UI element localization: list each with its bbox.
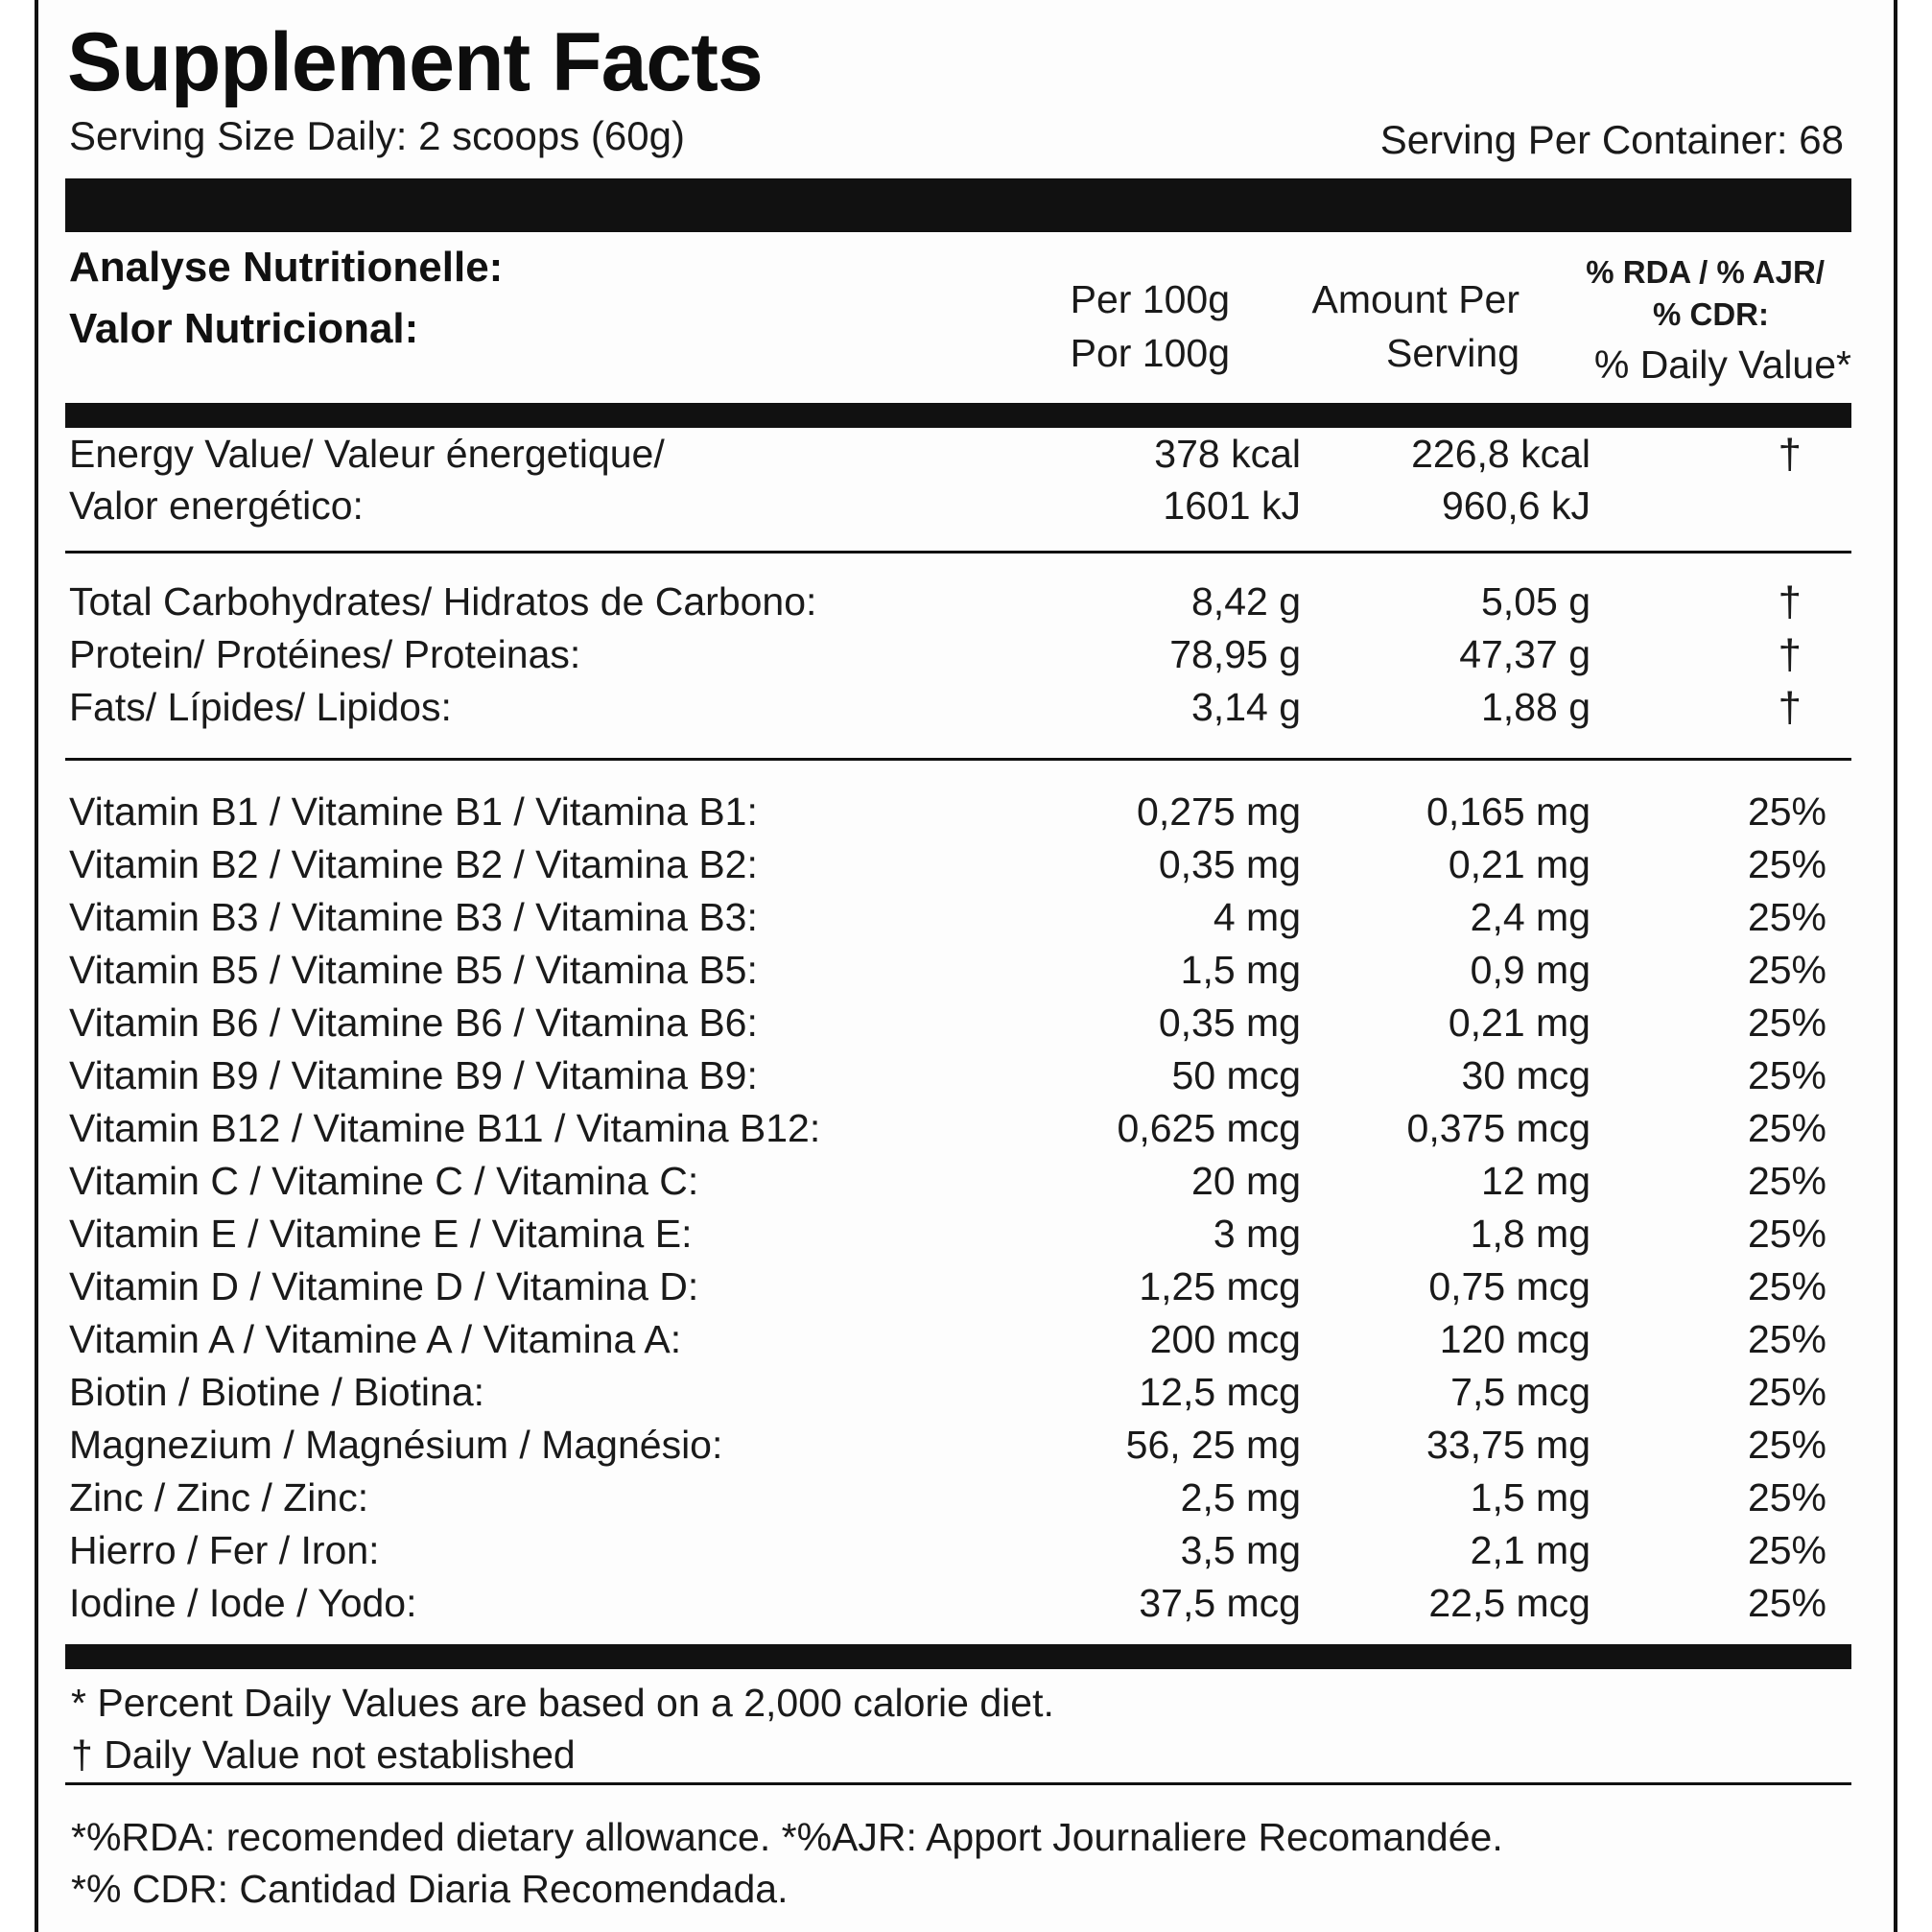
header-serving-line1: Amount Per — [1311, 277, 1520, 321]
header-per100-line2: Por 100g — [1070, 331, 1230, 375]
micro-per100: 12,5 mcg — [1139, 1370, 1301, 1414]
micro-per100: 0,35 mg — [1158, 1001, 1301, 1045]
micro-label: Vitamin B9 / Vitamine B9 / Vitamina B9: — [69, 1053, 758, 1097]
micro-dv: 25% — [1747, 1001, 1826, 1045]
label-title: Supplement Facts — [67, 16, 763, 108]
servings-per-container: Serving Per Container: 68 — [1379, 117, 1844, 162]
micro-serving: 0,21 mg — [1448, 842, 1590, 886]
micro-per100: 0,625 mcg — [1117, 1106, 1301, 1150]
macro-serving: 1,88 g — [1481, 685, 1590, 729]
header-serving-line2: Serving — [1385, 331, 1520, 375]
divider-energy — [65, 551, 1851, 554]
divider-footnotes — [65, 1782, 1851, 1785]
header-label-line1: Analyse Nutritionelle: — [69, 244, 504, 291]
micro-row — [69, 891, 1853, 944]
macro-row — [69, 681, 1853, 734]
micro-row — [69, 1313, 1853, 1366]
macro-row — [69, 576, 1853, 628]
micro-dv: 25% — [1747, 1581, 1826, 1625]
micro-serving: 120 mcg — [1439, 1317, 1590, 1361]
macro-label: Fats/ Lípides/ Lipidos: — [69, 685, 452, 729]
micro-serving: 33,75 mg — [1426, 1423, 1590, 1467]
micro-label: Vitamin B5 / Vitamine B5 / Vitamina B5: — [69, 948, 758, 992]
macro-dv: † — [1778, 684, 1802, 731]
micro-dv: 25% — [1747, 1475, 1826, 1520]
micro-per100: 3,5 mg — [1180, 1528, 1301, 1572]
header-rda-line1: % RDA / % AJR/ — [1586, 254, 1825, 290]
energy-per100-kcal: 378 kcal — [1154, 432, 1301, 476]
micro-serving: 1,5 mg — [1470, 1475, 1590, 1520]
macro-serving: 5,05 g — [1481, 579, 1590, 624]
micro-serving: 0,375 mcg — [1406, 1106, 1590, 1150]
micro-dv: 25% — [1747, 1212, 1826, 1256]
micro-per100: 0,275 mg — [1137, 789, 1301, 834]
micro-label: Vitamin D / Vitamine D / Vitamina D: — [69, 1264, 699, 1308]
header-rda-line3: % Daily Value* — [1593, 342, 1851, 387]
micro-label: Zinc / Zinc / Zinc: — [69, 1475, 369, 1520]
micro-serving: 30 mcg — [1461, 1053, 1590, 1097]
micro-dv: 25% — [1747, 842, 1826, 886]
micro-row — [69, 1102, 1853, 1155]
micro-row — [69, 1366, 1853, 1419]
micro-per100: 3 mg — [1213, 1212, 1301, 1256]
header-label-line2: Valor Nutricional: — [69, 305, 419, 352]
energy-per100-kj: 1601 kJ — [1163, 483, 1301, 528]
micro-per100: 1,25 mcg — [1139, 1264, 1301, 1308]
header-per100-line1: Per 100g — [1070, 277, 1230, 321]
micro-row — [69, 1524, 1853, 1577]
micro-row — [69, 944, 1853, 997]
micro-per100: 20 mg — [1191, 1159, 1301, 1203]
micro-label: Vitamin B12 / Vitamine B11 / Vitamina B12: — [69, 1106, 821, 1150]
macro-serving: 47,37 g — [1459, 632, 1590, 676]
micro-label: Vitamin B6 / Vitamine B6 / Vitamina B6: — [69, 1001, 758, 1045]
micro-serving: 12 mg — [1481, 1159, 1590, 1203]
micro-serving: 0,165 mg — [1426, 789, 1590, 834]
micro-serving: 2,4 mg — [1470, 895, 1590, 939]
micro-label: Magnezium / Magnésium / Magnésio: — [69, 1423, 723, 1467]
micro-dv: 25% — [1747, 1159, 1826, 1203]
header-rda-line2: % CDR: — [1653, 296, 1769, 332]
energy-serving-kcal: 226,8 kcal — [1411, 432, 1590, 476]
micro-serving: 0,75 mcg — [1428, 1264, 1590, 1308]
micro-row — [69, 1419, 1853, 1472]
footnote-cdr: *% CDR: Cantidad Diaria Recomendada. — [71, 1867, 789, 1911]
micro-serving: 1,8 mg — [1470, 1212, 1590, 1256]
micro-dv: 25% — [1747, 1370, 1826, 1414]
micro-dv: 25% — [1747, 948, 1826, 992]
footnote-rda-ajr: *%RDA: recomended dietary allowance. *%AJR: Apport Journaliere Recomandée. — [71, 1815, 1503, 1859]
micro-row — [69, 786, 1853, 838]
bottom-bar — [65, 1644, 1851, 1669]
macro-label: Protein/ Protéines/ Proteinas: — [69, 632, 581, 676]
micro-row — [69, 1472, 1853, 1524]
serving-size: Serving Size Daily: 2 scoops (60g) — [69, 113, 685, 158]
micro-label: Vitamin B2 / Vitamine B2 / Vitamina B2: — [69, 842, 758, 886]
micro-dv: 25% — [1747, 895, 1826, 939]
micro-per100: 2,5 mg — [1180, 1475, 1301, 1520]
energy-row-kj — [69, 480, 1853, 532]
micro-row — [69, 1155, 1853, 1208]
header-bar — [65, 403, 1851, 428]
micro-label: Vitamin E / Vitamine E / Vitamina E: — [69, 1212, 693, 1256]
micro-row — [69, 1049, 1853, 1102]
micro-label: Hierro / Fer / Iron: — [69, 1528, 380, 1572]
micro-serving: 7,5 mcg — [1450, 1370, 1590, 1414]
energy-dv: † — [1778, 431, 1802, 478]
micro-dv: 25% — [1747, 1423, 1826, 1467]
micro-label: Iodine / Iode / Yodo: — [69, 1581, 417, 1625]
micro-per100: 4 mg — [1213, 895, 1301, 939]
energy-serving-kj: 960,6 kJ — [1442, 483, 1590, 528]
micro-per100: 1,5 mg — [1180, 948, 1301, 992]
micro-per100: 37,5 mcg — [1139, 1581, 1301, 1625]
micro-label: Vitamin C / Vitamine C / Vitamina C: — [69, 1159, 699, 1203]
micro-serving: 0,9 mg — [1470, 948, 1590, 992]
footnote-daily-values: * Percent Daily Values are based on a 2,000 calorie diet. — [71, 1681, 1054, 1725]
micro-label: Vitamin A / Vitamine A / Vitamina A: — [69, 1317, 682, 1361]
micro-label: Vitamin B3 / Vitamine B3 / Vitamina B3: — [69, 895, 758, 939]
energy-label-line2: Valor energético: — [69, 483, 364, 528]
micro-serving: 0,21 mg — [1448, 1001, 1590, 1045]
micro-dv: 25% — [1747, 789, 1826, 834]
micro-label: Biotin / Biotine / Biotina: — [69, 1370, 485, 1414]
micro-row — [69, 1577, 1853, 1630]
micro-dv: 25% — [1747, 1264, 1826, 1308]
micro-per100: 56, 25 mg — [1125, 1423, 1301, 1467]
energy-row-kcal — [69, 428, 1853, 481]
micro-dv: 25% — [1747, 1106, 1826, 1150]
micro-per100: 0,35 mg — [1158, 842, 1301, 886]
micro-row — [69, 1261, 1853, 1313]
micro-row — [69, 997, 1853, 1049]
micro-row — [69, 1208, 1853, 1261]
micro-label: Vitamin B1 / Vitamine B1 / Vitamina B1: — [69, 789, 758, 834]
divider-macros — [65, 758, 1851, 761]
macro-per100: 3,14 g — [1191, 685, 1301, 729]
micro-serving: 2,1 mg — [1470, 1528, 1590, 1572]
macro-per100: 78,95 g — [1169, 632, 1301, 676]
micro-dv: 25% — [1747, 1053, 1826, 1097]
top-thick-bar — [65, 178, 1851, 232]
micro-dv: 25% — [1747, 1528, 1826, 1572]
micro-row — [69, 838, 1853, 891]
energy-label-line1: Energy Value/ Valeur énergetique/ — [69, 432, 665, 476]
micro-per100: 50 mcg — [1171, 1053, 1301, 1097]
micro-per100: 200 mcg — [1149, 1317, 1301, 1361]
macro-per100: 8,42 g — [1191, 579, 1301, 624]
micro-dv: 25% — [1747, 1317, 1826, 1361]
footnote-not-established: † Daily Value not established — [71, 1732, 576, 1777]
macro-dv: † — [1778, 578, 1802, 625]
macro-label: Total Carbohydrates/ Hidratos de Carbono: — [69, 579, 817, 624]
micro-serving: 22,5 mcg — [1428, 1581, 1590, 1625]
macro-row — [69, 628, 1853, 681]
macro-dv: † — [1778, 631, 1802, 678]
